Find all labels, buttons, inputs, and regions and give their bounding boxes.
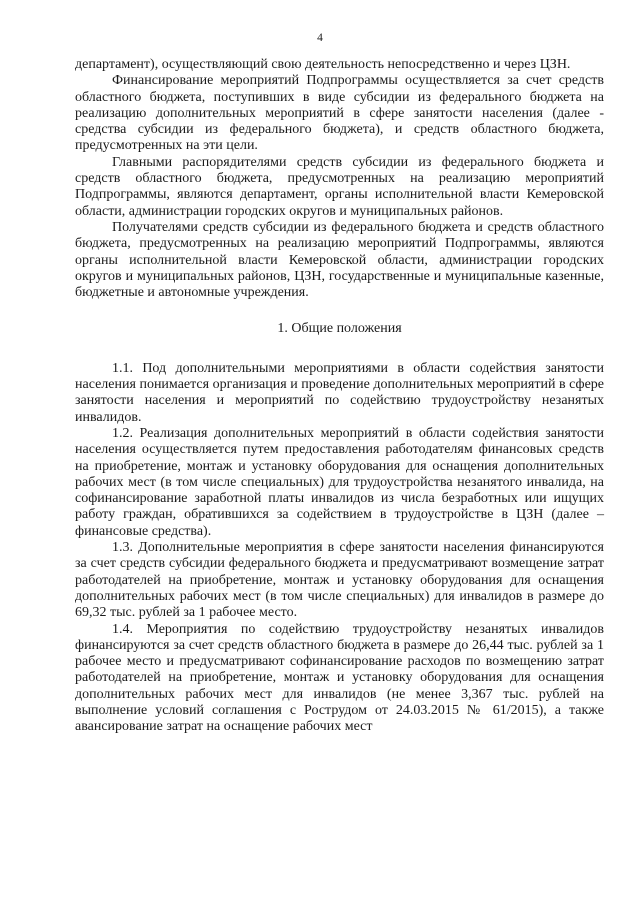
document-body [75, 57, 604, 736]
paragraph-1-2: 1.2. Реализация дополнительных мероприятий в области содействия занятости населения осуществляется путем предоставления работодателям финансовых средств на приобретение, монтаж и установку оборудования для оснащения дополнительных рабочих мест (в том числе специальных) для трудоустройства незанятого инвалида, на софинансирование заработной платы инвалидов из числа безработных или ищущих работу граждан, обратившихся за содействием в трудоустройстве в ЦЗН (далее – финансовые средства). [75, 425, 604, 539]
paragraph-1-1: 1.1. Под дополнительными мероприятиями в области содействия занятости населения понимается организация и проведение дополнительных мероприятий в сфере занятости населения и мероприятий по содействию трудоустройству незанятых инвалидов. [75, 360, 604, 425]
paragraph-continuation: департамент), осуществляющий свою деятельность непосредственно и через ЦЗН. [75, 57, 571, 72]
paragraph-financing: Финансирование мероприятий Подпрограммы осуществляется за счет средств областного бюджета, поступивших в виде субсидии из федерального бюджета на реализацию дополнительных мероприятий в сфере занятости населения (далее - средства субсидии из федерального бюджета), и средств областного бюджета, предусмотренных на эти цели. [75, 73, 604, 154]
paragraph-recipients: Получателями средств субсидии из федерального бюджета и средств областного бюджета, предусмотренных на реализацию мероприятий Подпрограммы, являются органы исполнительной власти Кемеровской области, администрации городских округов и муниципальных районов, ЦЗН, государственные и муниципальные казенные, бюджетные и автономные учреждения. [75, 219, 604, 301]
paragraph-1-3: 1.3. Дополнительные мероприятия в сфере занятости населения финансируются за счет средств субсидии федерального бюджета и предусматривают возмещение затрат работодателей на приобретение, монтаж и установку оборудования для оснащения дополнительных рабочих мест (в том числе специальных) для инвалидов в размере до 69,32 тыс. рублей за 1 рабочее место. [75, 540, 604, 621]
section-heading: 1. Общие положения [277, 321, 402, 337]
paragraph-1-4: 1.4. Мероприятия по содействию трудоустройству незанятых инвалидов финансируются за счет средств областного бюджета в размере до 26,44 тыс. рублей за 1 рабочее место и предусматривают софинансирование расходов по возмещению затрат работодателей на приобретение, монтаж и установку оборудования для оснащения дополнительных рабочих мест для инвалидов (не менее 3,367 тыс. рублей на выполнение условий соглашения с Рострудом от 24.03.2015 № 61/2015), а также авансирование затрат на оснащение рабочих мест [75, 621, 604, 735]
paragraph-main-managers: Главными распорядителями средств субсидии из федерального бюджета и средств областного бюджета, предусмотренных на реализацию мероприятий Подпрограммы, являются департамент, органы исполнительной власти Кемеровской области, администрации городских округов и муниципальных районов. [75, 154, 604, 219]
page-number: 4 [317, 32, 323, 44]
